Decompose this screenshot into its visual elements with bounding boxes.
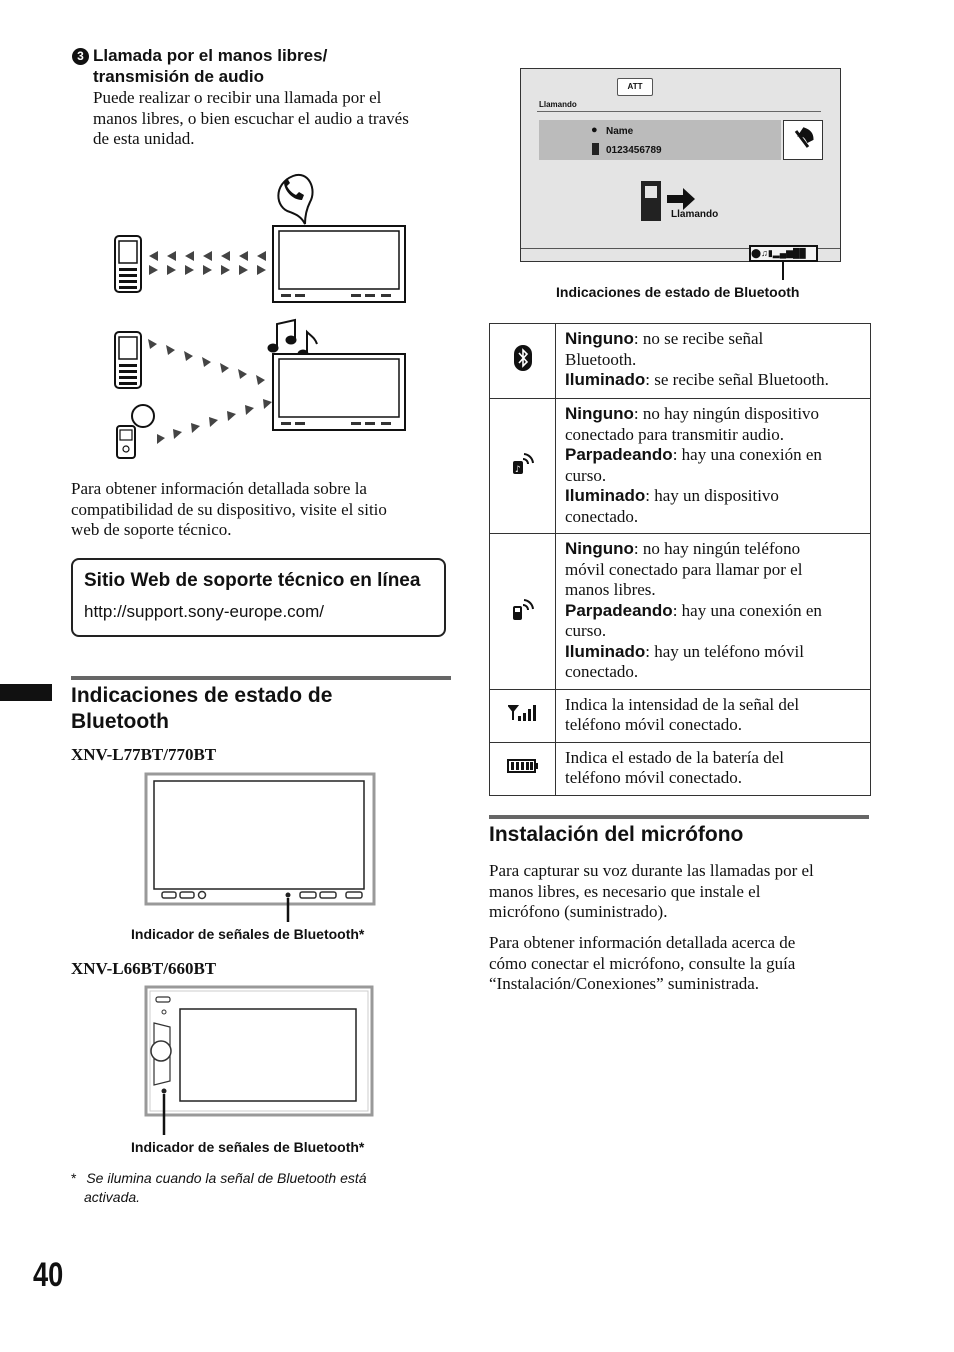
page-number: 40 bbox=[33, 1256, 64, 1294]
bt-status-indicators bbox=[749, 245, 818, 262]
support-website-box bbox=[71, 558, 446, 637]
mic-paragraph-1: Para capturar su voz durante las llamadas por el manos libres, es necesario que instale el micrófono (suministrado). bbox=[489, 861, 814, 921]
audio-device-icon bbox=[511, 451, 535, 475]
bt-status-heading: Indicaciones de estado de Bluetooth bbox=[71, 684, 333, 733]
bluetooth-indicator-led bbox=[162, 1089, 167, 1094]
audio-device-icon: ♫ bbox=[761, 248, 768, 258]
table-text-cell: Indica la intensidad de la señal del teléfono móvil conectado. bbox=[556, 689, 871, 742]
screen-header-label: Llamando bbox=[539, 100, 577, 109]
table-icon-cell bbox=[490, 324, 556, 399]
table-text-cell: Ninguno: no se recibe señal Bluetooth. Iluminado: se recibe señal Bluetooth. bbox=[556, 324, 871, 399]
mic-paragraph-2: Para obtener información detallada acerca de cómo conectar el micrófono, consulte la guía “Instalación/Conexiones” suministrada. bbox=[489, 933, 796, 993]
model-label-2: XNV-L66BT/660BT bbox=[71, 959, 217, 978]
bt-status-table bbox=[489, 323, 871, 796]
table-icon-cell bbox=[490, 689, 556, 742]
section-3-title: 3 Llamada por el manos libres/ transmisión de audio bbox=[72, 46, 452, 87]
support-box-title: Sitio Web de soporte técnico en línea bbox=[84, 570, 421, 591]
contact-number: 0123456789 bbox=[606, 145, 662, 156]
music-notes-icon bbox=[268, 320, 317, 358]
section-rule bbox=[489, 815, 869, 819]
table-row bbox=[490, 324, 871, 399]
indicator-caption-2: Indicador de señales de Bluetooth* bbox=[131, 1139, 365, 1155]
table-icon-cell bbox=[490, 399, 556, 534]
end-call-button[interactable] bbox=[783, 120, 823, 160]
table-text-cell: Indica el estado de la batería del teléfono móvil conectado. bbox=[556, 742, 871, 795]
footnote: * Se ilumina cuando la señal de Bluetooth está activada. bbox=[71, 1170, 367, 1205]
bidirectional-arrows-icon bbox=[149, 251, 266, 275]
table-row bbox=[490, 689, 871, 742]
hang-up-icon bbox=[784, 121, 822, 159]
mic-heading: Instalación del micrófono bbox=[489, 823, 744, 846]
table-icon-cell bbox=[490, 742, 556, 795]
section-3-body: Puede realizar o recibir una llamada por el manos libres, o bien escuchar el audio a través de esta unidad. bbox=[93, 88, 409, 148]
svg-text:♪: ♪ bbox=[514, 465, 521, 476]
mobile-icon bbox=[592, 143, 599, 155]
battery-icon: ██ bbox=[793, 248, 806, 258]
table-text-cell: Ninguno: no hay ningún dispositivo conectado para transmitir audio. Parpadeando: hay una conexión en curso. Iluminado: hay un dispositivo conectado. bbox=[556, 399, 871, 534]
unit-xnv-l77bt-illustration bbox=[140, 772, 380, 922]
calling-status-label: Llamando bbox=[671, 209, 719, 220]
bluetooth-indicator-led bbox=[286, 893, 291, 898]
mobile-phone-icon bbox=[115, 332, 141, 388]
compatibility-paragraph: Para obtener información detallada sobre la compatibilidad de su dispositivo, visite el sitio web de soporte técnico. bbox=[71, 479, 387, 539]
table-text-cell: Ninguno: no hay ningún teléfono móvil conectado para llamar por el manos libres. Parpadeando: hay una conexión en curso. Iluminado: hay un teléfono móvil conectado. bbox=[556, 534, 871, 690]
table-icon-cell bbox=[490, 534, 556, 690]
audio-arrows-icon bbox=[148, 339, 265, 385]
bluetooth-icon bbox=[513, 344, 533, 372]
table-row bbox=[490, 742, 871, 795]
phone-device-icon: ▮ bbox=[767, 248, 773, 258]
player-arrows-icon bbox=[157, 399, 272, 444]
call-bubble-icon bbox=[278, 175, 312, 224]
signal-strength-icon bbox=[508, 704, 538, 722]
table-row bbox=[490, 534, 871, 690]
battery-icon bbox=[507, 759, 539, 773]
calling-screen-illustration bbox=[520, 68, 841, 262]
bluetooth-icon: ⬤ bbox=[751, 248, 762, 258]
screen-divider bbox=[537, 111, 821, 112]
att-button[interactable]: ATT bbox=[617, 78, 653, 96]
unit-xnv-l66bt-illustration bbox=[140, 985, 380, 1135]
indicator-caption-1: Indicador de señales de Bluetooth* bbox=[131, 926, 365, 942]
handsfree-audio-illustration bbox=[105, 168, 415, 468]
audio-player-icon bbox=[117, 405, 154, 458]
model-label-1: XNV-L77BT/770BT bbox=[71, 745, 217, 764]
callout-line bbox=[782, 262, 784, 280]
table-row bbox=[490, 399, 871, 534]
head-unit-top bbox=[273, 226, 405, 302]
section-tab-marker bbox=[0, 684, 52, 701]
head-unit-bottom bbox=[273, 354, 405, 430]
section-number-badge: 3 bbox=[72, 48, 89, 65]
section-rule bbox=[71, 676, 451, 680]
person-icon: ● bbox=[591, 124, 598, 136]
mobile-phone-icon bbox=[115, 236, 141, 292]
phone-device-icon bbox=[511, 597, 535, 621]
signal-strength-icon: ▂▄▆ bbox=[772, 248, 794, 258]
support-url-link[interactable]: http://support.sony-europe.com/ bbox=[84, 602, 325, 621]
screen-caption: Indicaciones de estado de Bluetooth bbox=[556, 284, 800, 300]
contact-panel bbox=[539, 120, 781, 160]
contact-name: Name bbox=[606, 126, 634, 137]
